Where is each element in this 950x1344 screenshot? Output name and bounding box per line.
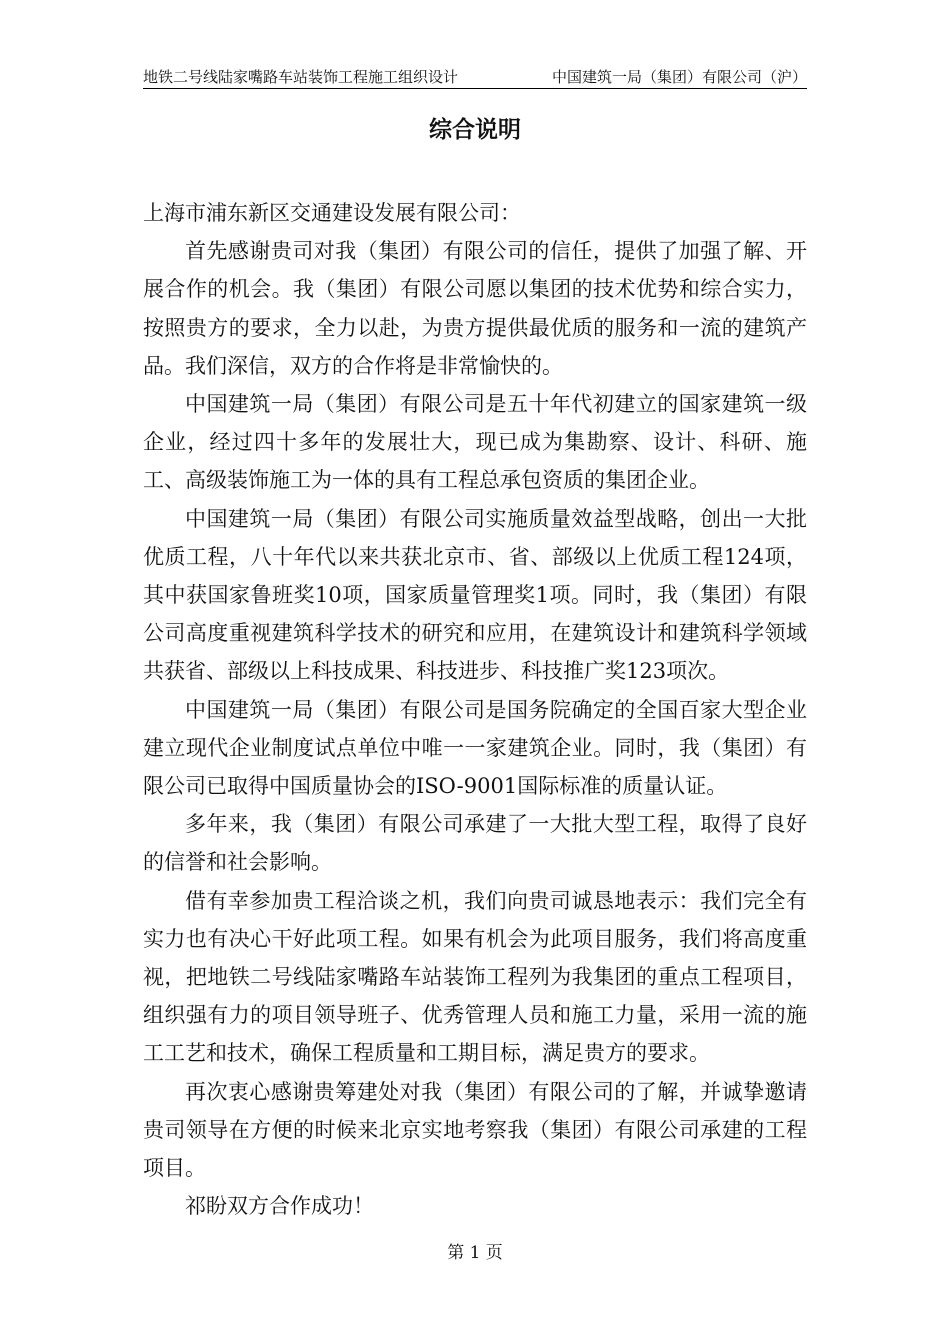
paragraph-7: 再次衷心感谢贵筹建处对我（集团）有限公司的了解，并诚挚邀请贵司领导在方便的时候来北京实地考察我（集团）有限公司承建的工程项目。 — [143, 1079, 807, 1181]
paragraph-5: 多年来，我（集团）有限公司承建了一大批大型工程，取得了良好的信誉和社会影响。 — [143, 812, 807, 875]
page-title: 综合说明 — [429, 117, 521, 143]
paragraph-2: 中国建筑一局（集团）有限公司是五十年代初建立的国家建筑一级企业，经过四十多年的发展壮大，现已成为集勘察、设计、科研、施工、高级装饰施工为一体的具有工程总承包资质的集团企业。 — [143, 392, 807, 493]
page-number: 第 1 页 — [447, 1243, 503, 1263]
page-header — [143, 66, 807, 89]
header-document-title: 地铁二号线陆家嘴路车站装饰工程施工组织设计 — [143, 68, 459, 86]
header-company-name: 中国建筑一局（集团）有限公司（沪） — [551, 68, 807, 86]
paragraph-6: 借有幸参加贵工程洽谈之机，我们向贵司诚恳地表示：我们完全有实力也有决心干好此项工程。如果有机会为此项目服务，我们将高度重视，把地铁二号线陆家嘴路车站装饰工程列为我集团的重点工程项目，组织强有力的项目领导班子、优秀管理人员和施工力量，采用一流的施工工艺和技术，确保工程质量和工期目标，满足贵方的要求。 — [143, 888, 807, 1066]
paragraph-1: 首先感谢贵司对我（集团）有限公司的信任，提供了加强了解、开展合作的机会。我（集团）有限公司愿以集团的技术优势和综合实力，按照贵方的要求，全力以赴，为贵方提供最优质的服务和一流的建筑产品。我们深信，双方的合作将是非常愉快的。 — [143, 239, 807, 378]
salutation: 上海市浦东新区交通建设发展有限公司： — [143, 201, 521, 225]
paragraph-8: 祁盼双方合作成功！ — [185, 1194, 374, 1219]
paragraph-4: 中国建筑一局（集团）有限公司是国务院确定的全国百家大型企业建立现代企业制度试点单位中唯一一家建筑企业。同时，我（集团）有限公司已取得中国质量协会的ISO-9001国际标准的质量认证。 — [143, 697, 807, 799]
document-body — [143, 194, 807, 1225]
paragraph-3: 中国建筑一局（集团）有限公司实施质量效益型战略，创出一大批优质工程，八十年代以来共获北京市、省、部级以上优质工程124项，其中获国家鲁班奖10项，国家质量管理奖1项。同时，我（集团）有限公司高度重视建筑科学技术的研究和应用，在建筑设计和建筑科学领域共获省、部级以上科技成果、科技进步、科技推广奖123项次。 — [143, 506, 807, 684]
page-footer — [0, 1240, 950, 1266]
